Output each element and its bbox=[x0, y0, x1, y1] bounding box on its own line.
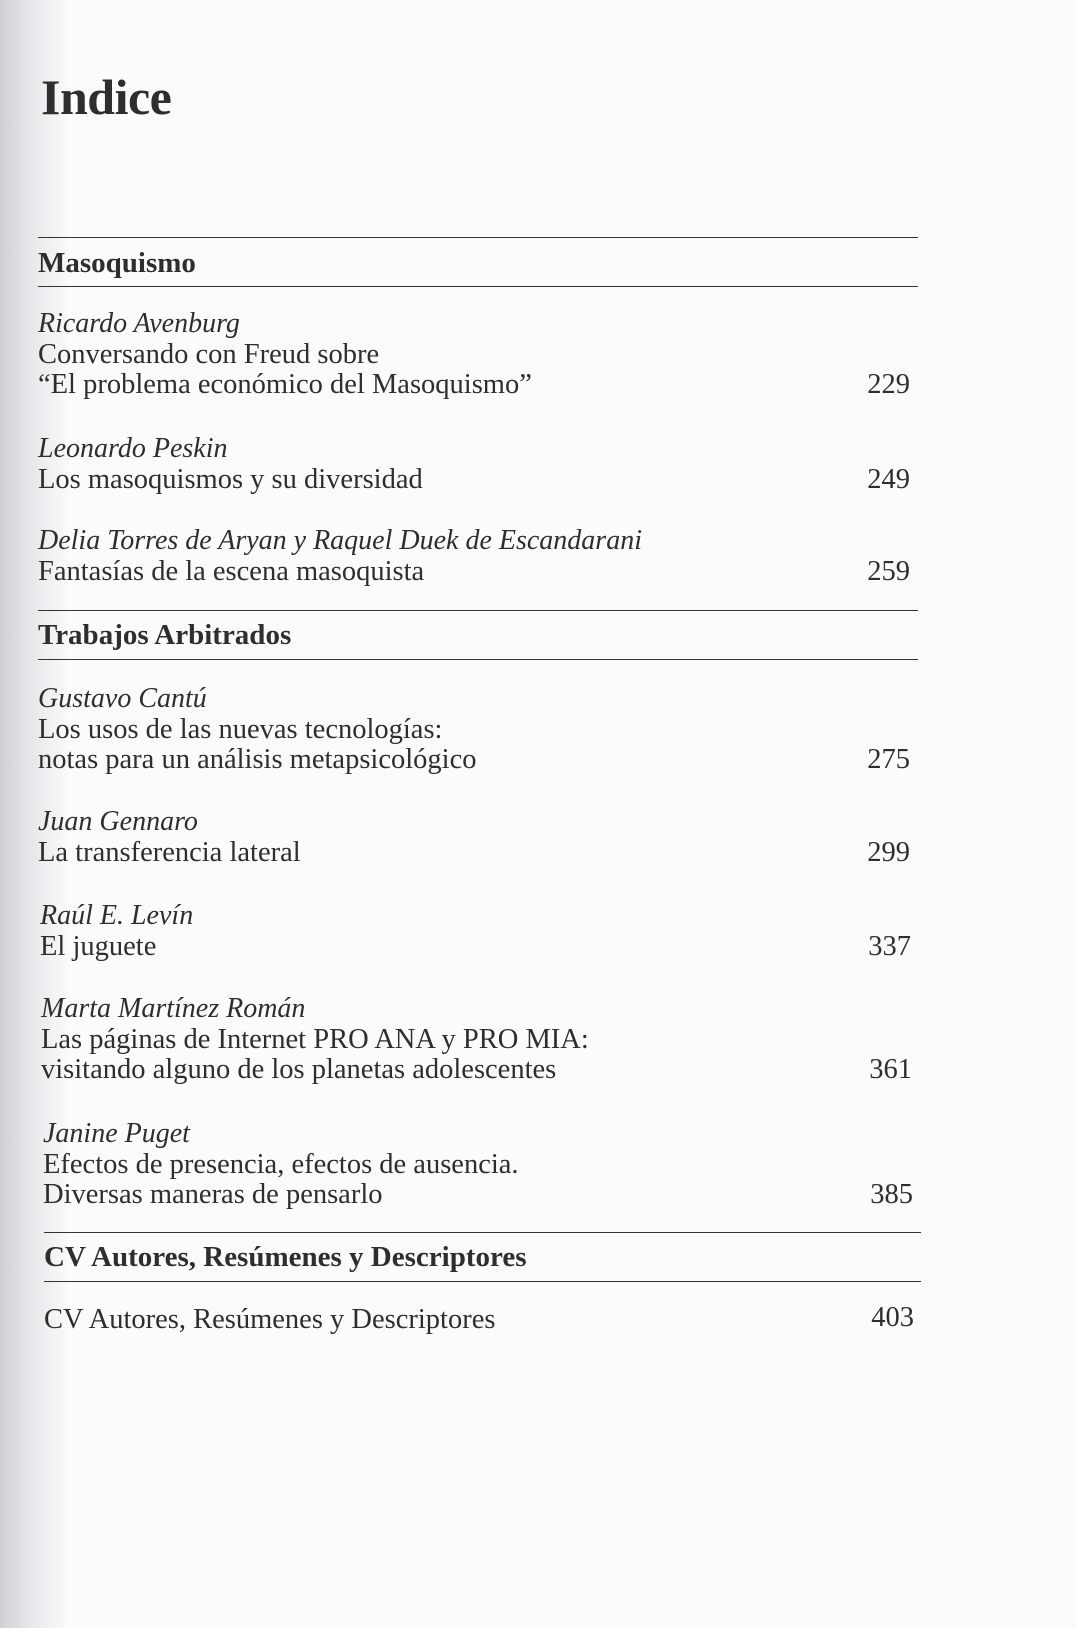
entry-page-number: 337 bbox=[868, 931, 911, 962]
entry-page-number: 259 bbox=[867, 556, 910, 587]
section-rule-top bbox=[44, 1232, 921, 1233]
entry-author: Marta Martínez Román bbox=[41, 993, 306, 1024]
page-title: Indice bbox=[41, 69, 172, 125]
entry-title-line: Los usos de las nuevas tecnologías: bbox=[38, 714, 443, 745]
entry-title-line: CV Autores, Resúmenes y Descriptores bbox=[44, 1304, 496, 1335]
section-heading-masoquismo: Masoquismo bbox=[38, 247, 196, 279]
entry-page-number: 229 bbox=[867, 369, 910, 400]
entry-title-line: “El problema económico del Masoquismo” bbox=[38, 369, 532, 400]
entry-title-line: La transferencia lateral bbox=[38, 837, 301, 868]
entry-title-line: Diversas maneras de pensarlo bbox=[43, 1179, 383, 1210]
entry-page-number: 361 bbox=[869, 1054, 912, 1085]
section-rule-bottom bbox=[38, 286, 918, 287]
entry-author: Janine Puget bbox=[43, 1118, 190, 1149]
section-rule-top bbox=[38, 610, 918, 611]
entry-author: Leonardo Peskin bbox=[38, 433, 228, 464]
entry-author: Ricardo Avenburg bbox=[38, 308, 240, 339]
entry-title-line: visitando alguno de los planetas adolescentes bbox=[41, 1054, 557, 1085]
entry-title-line: El juguete bbox=[40, 931, 157, 962]
section-heading-trabajos-arbitrados: Trabajos Arbitrados bbox=[38, 619, 292, 651]
section-rule-bottom bbox=[38, 659, 918, 660]
entry-author: Delia Torres de Aryan y Raquel Duek de Escandarani bbox=[38, 525, 642, 556]
entry-page-number: 403 bbox=[871, 1302, 914, 1333]
entry-title-line: Conversando con Freud sobre bbox=[38, 339, 380, 370]
entry-author: Raúl E. Levín bbox=[40, 900, 194, 931]
entry-title-line: Los masoquismos y su diversidad bbox=[38, 464, 423, 495]
entry-author: Gustavo Cantú bbox=[38, 683, 207, 714]
entry-page-number: 385 bbox=[870, 1179, 913, 1210]
section-heading-cv-autores: CV Autores, Resúmenes y Descriptores bbox=[44, 1241, 527, 1273]
entry-title-line: notas para un análisis metapsicológico bbox=[38, 744, 477, 775]
section-rule-bottom bbox=[44, 1281, 921, 1282]
entry-page-number: 249 bbox=[867, 464, 910, 495]
entry-title-line: Fantasías de la escena masoquista bbox=[38, 556, 425, 587]
entry-title-line: Las páginas de Internet PRO ANA y PRO MIA: bbox=[41, 1024, 589, 1055]
entry-title-line: Efectos de presencia, efectos de ausencia. bbox=[43, 1149, 519, 1180]
entry-author: Juan Gennaro bbox=[38, 806, 198, 837]
entry-page-number: 275 bbox=[867, 744, 910, 775]
entry-page-number: 299 bbox=[867, 837, 910, 868]
section-rule-top bbox=[38, 237, 918, 238]
